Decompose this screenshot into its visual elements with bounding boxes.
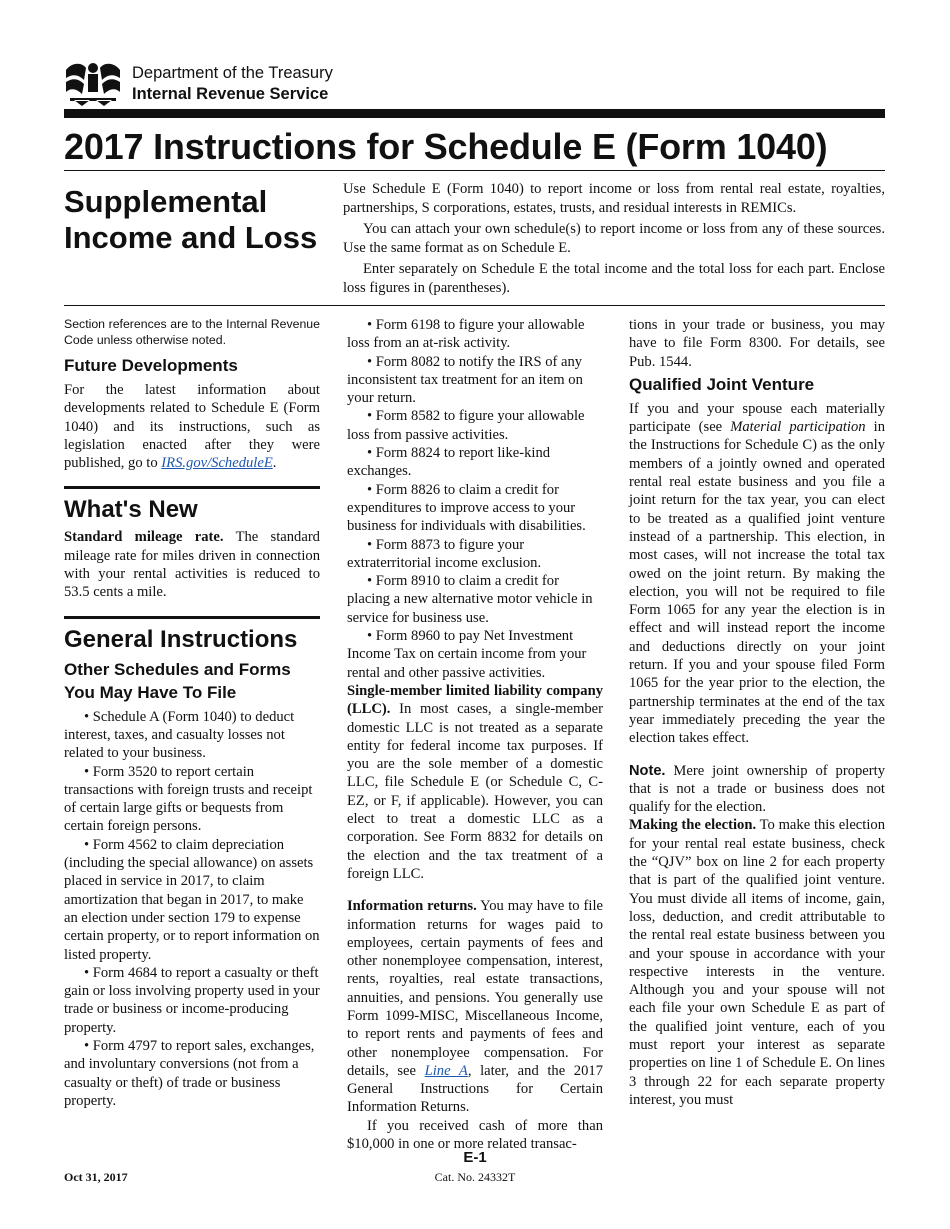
agency-name — [132, 63, 333, 105]
paragraph: If you and your spouse each materially participate (see Material participation in the Instructions for Schedule C) as the only members of a jointly owned and operated rental real estate business and you file a joint return for the tax year, you can elect to be treated as a qualified joint venture instead of a partnership. This election, in most cases, will not increase the total tax owed on the joint return. By making the election, you will not be required to file Form 1065 for any year the election is in effect and will instead report the income and deductions directly on your joint return. If you and your spouse filed Form 1065 for the year prior to the election, the partnership terminates at the end of the tax year immediately preceding the year the election takes effect. — [629, 400, 885, 747]
bullet-item: • Form 3520 to report certain transactions with foreign trusts and receipt of certain large gifts or bequests from certain foreign persons. — [64, 763, 313, 835]
revision-date: Oct 31, 2017 — [64, 1170, 128, 1184]
bullet-item: • Form 4797 to report sales, exchanges, and involuntary conversions (not from a casualty or theft) of trade or business property. — [64, 1038, 315, 1109]
bullet-item: • Form 6198 to figure your allowable loss from an at-risk activity. — [347, 317, 585, 352]
bullet-item: • Form 8960 to pay Net Investment Income Tax on certain income from your rental and other passive activities. — [347, 628, 587, 681]
section-divider — [64, 486, 320, 489]
inline-link[interactable]: Line A — [424, 1062, 468, 1079]
header-rule — [64, 109, 885, 118]
paragraph: Making the election. To make this election for your rental real estate business, check the “QJV” box on line 2 for each property that is part of the qualified joint venture. You must divide all items of income, gain, loss, deduction, and credit attributable to the rental real estate business between you and your spouse in accordance with your respective interests in the venture. Although you and your spouse will not each file your own Schedule E as part of the qualified joint venture, each of you must report your interest as separate properties on line 1 of Schedule E. On lines 3 through 22 for each separate property interest, you must — [629, 817, 885, 1108]
paragraph: tions in your trade or business, you may have to file Form 8300. For details, see Pub. 1544. — [629, 317, 885, 370]
section-heading: What's New — [64, 496, 198, 524]
agency-line1: Department of the Treasury — [132, 64, 333, 82]
column-middle — [347, 316, 603, 1153]
paragraph: Single-member limited liability company (LLC). In most cases, a single-member domestic LLC is not treated as a separate entity for federal income tax purposes. If you are the sole member of a domestic LLC, file Schedule E (or Schedule C, C-EZ, or F, if applicable). However, you can elect to treat a domestic LLC as a corporation. See Form 8832 for details on the election and the tax treatment of a foreign LLC. — [347, 682, 603, 882]
bullet-item: • Form 8826 to claim a credit for expenditures to improve access to your business for individuals with disabilities. — [347, 481, 586, 535]
irs-eagle-logo — [64, 60, 122, 108]
section-note: Section references are to the Internal Revenue Code unless otherwise noted. — [64, 317, 320, 347]
catalog-number: Cat. No. 24332T — [434, 1170, 516, 1184]
run-in-heading: Note. — [629, 762, 666, 779]
intro-rule — [64, 305, 885, 306]
run-in-heading: Single-member limited liability company (LLC). — [347, 682, 603, 718]
bullet-item: • Form 8824 to report like-kind exchanges. — [347, 445, 551, 480]
section-divider — [64, 616, 320, 619]
paragraph: For the latest information about developments related to Schedule E (Form 1040) and its instructions, such as legislation enacted after they were published, go to IRS.gov/ScheduleE. — [64, 382, 320, 472]
paragraph: Note. Mere joint ownership of property that is not a trade or business does not qualify for the election. — [629, 762, 885, 816]
paragraph: Standard mileage rate. The standard mileage rate for miles driven in connection with your rental activities is reduced to 53.5 cents a mile. — [64, 529, 320, 601]
intro-paragraph: Use Schedule E (Form 1040) to report income or loss from rental real estate, royalties, partnerships, S corporations, estates, trusts, and residual interests in REMICs. — [343, 181, 885, 216]
bullet-item: • Form 4684 to report a casualty or theft gain or loss involving property used in your trade or business or income-producing property. — [64, 964, 320, 1036]
subtitle-text: Supplemental Income and Loss — [64, 184, 318, 255]
intro-paragraph: You can attach your own schedule(s) to report income or loss from any of these sources. Use the same format as on Schedule E. — [343, 221, 885, 256]
agency-line2: Internal Revenue Service — [132, 85, 329, 103]
inline-link[interactable]: IRS.gov/ScheduleE — [161, 455, 273, 472]
bullet-item: • Form 8910 to claim a credit for placing a new alternative motor vehicle in service for business use. — [347, 573, 593, 626]
paragraph: If you received cash of more than $10,000 in one or more related transac- — [347, 1117, 603, 1153]
bullet-item: • Schedule A (Form 1040) to deduct interest, taxes, and casualty losses not related to your business. — [64, 708, 295, 762]
run-in-heading: Making the election. — [629, 817, 757, 834]
section-heading: General Instructions — [64, 625, 298, 653]
bullet-item: • Form 4562 to claim depreciation (including the special allowance) on assets placed in service in 2017, to claim amortization that began in 2017, to make an election under section 179 to expense certain property, or to report information on listed property. — [64, 836, 320, 963]
page-title: 2017 Instructions for Schedule E (Form 1040) — [64, 126, 828, 167]
run-in-heading: Material participation — [730, 419, 866, 436]
intro-text — [343, 180, 885, 297]
bullet-item: • Form 8582 to figure your allowable loss from passive activities. — [347, 408, 585, 443]
page-number: E-1 — [463, 1149, 487, 1166]
column-left — [64, 316, 320, 1110]
bullet-item: • Form 8082 to notify the IRS of any inconsistent tax treatment for an item on your return. — [347, 353, 583, 407]
bullet-item: • Form 8873 to figure your extraterritorial income exclusion. — [347, 536, 542, 571]
paragraph: Information returns. You may have to file information returns for wages paid to employees, certain payments of fees and other nonemployee compensation, interest, rents, royalties, real estate transactions, annuities, and pensions. You generally use Form 1099-MISC, Miscellaneous Income, to report rents and payments of fees and other nonemployee compensation. For details, see Line A, later, and the 2017 General Instructions for Certain Information Returns. — [347, 898, 603, 1116]
run-in-heading: Information returns. — [347, 898, 477, 915]
subsection-heading: Future Developments — [64, 356, 238, 375]
page-subtitle — [64, 184, 334, 256]
title-rule — [64, 170, 885, 171]
run-in-heading: Standard mileage rate. — [64, 529, 224, 546]
column-right — [629, 316, 885, 1109]
subsection-heading: Qualified Joint Venture — [629, 374, 815, 394]
intro-paragraph: Enter separately on Schedule E the total income and the total loss for each part. Enclose loss figures in (parentheses). — [343, 261, 885, 296]
subsection-heading: Other Schedules and Forms You May Have To File — [64, 659, 291, 702]
